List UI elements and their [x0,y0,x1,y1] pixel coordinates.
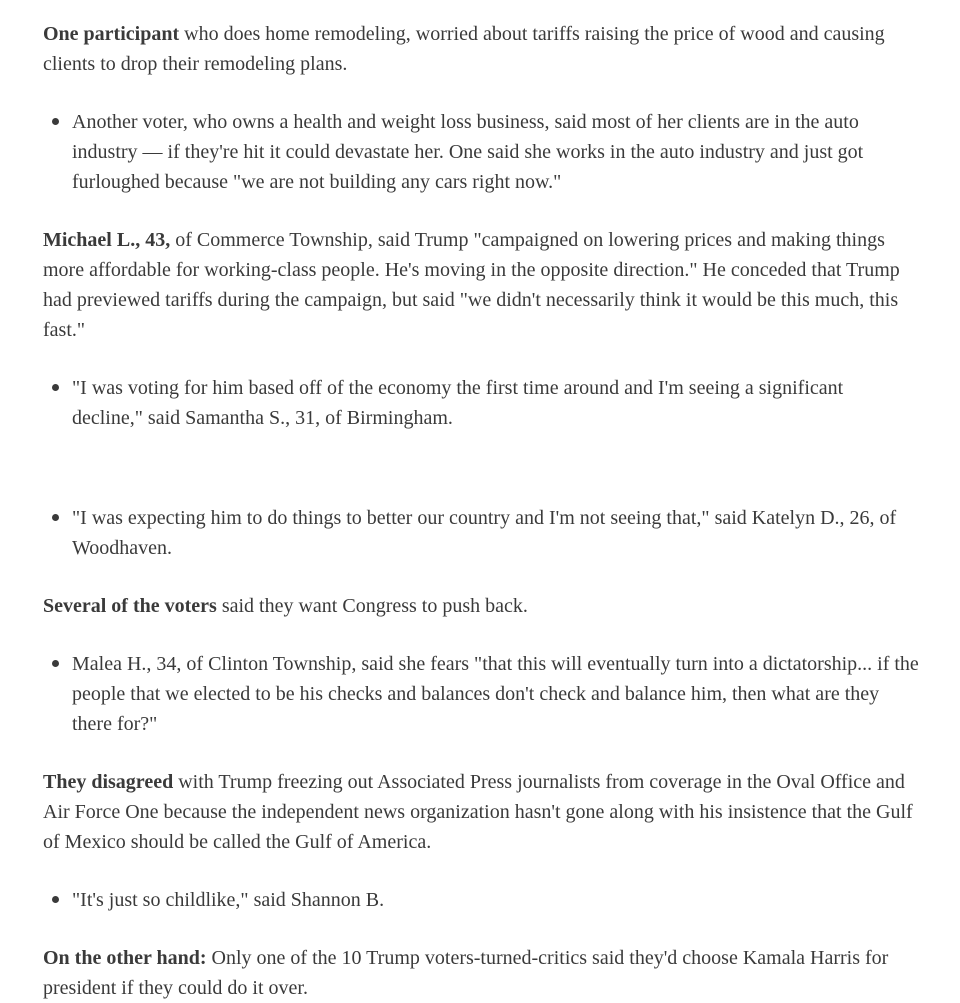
paragraph [43,767,919,857]
bullet-icon [52,896,59,903]
bullet-list [43,503,919,563]
bullet-icon [52,384,59,391]
bullet-item [43,885,919,915]
bullet-item [43,107,919,197]
bullet-list [43,373,919,433]
paragraph [43,943,919,1003]
vertical-spacer [43,461,919,503]
paragraph-lead: One participant [43,23,180,45]
bullet-icon [52,514,59,521]
bullet-item [43,649,919,739]
bullet-text: Malea H., 34, of Clinton Township, said she fears "that this will eventually turn into a dictatorship... if the people that we elected to be his checks and balances don't check and balance him, then what are they there for?" [72,653,919,735]
paragraph-lead: They disagreed [43,771,174,793]
paragraph-lead: On the other hand: [43,947,207,969]
bullet-list [43,649,919,739]
paragraph-lead: Several of the voters [43,595,217,617]
bullet-item [43,373,919,433]
paragraph-text: who does home remodeling, worried about tariffs raising the price of wood and causing clients to drop their remodeling plans. [43,23,885,75]
bullet-text: Another voter, who owns a health and weight loss business, said most of her clients are in the auto industry — if they're hit it could devastate her. One said she works in the auto industry and just got furloughed because "we are not building any cars right now." [72,111,864,193]
paragraph [43,19,919,79]
paragraph-lead: Michael L., 43, [43,229,171,251]
bullet-text: "It's just so childlike," said Shannon B. [72,889,385,911]
bullet-list [43,107,919,197]
bullet-text: "I was expecting him to do things to better our country and I'm not seeing that," said Katelyn D., 26, of Woodhaven. [72,507,897,559]
paragraph-text: of Commerce Township, said Trump "campaigned on lowering prices and making things more affordable for working-class people. He's moving in the opposite direction." He conceded that Trump had previewed tariffs during the campaign, but said "we didn't necessarily think it would be this much, this fast." [43,229,900,341]
paragraph-text: with Trump freezing out Associated Press journalists from coverage in the Oval Office and Air Force One because the independent news organization hasn't gone along with his insistence that the Gulf of Mexico should be called the Gulf of America. [43,771,913,853]
paragraph [43,591,919,621]
bullet-icon [52,660,59,667]
bullet-list [43,885,919,915]
bullet-text: "I was voting for him based off of the economy the first time around and I'm seeing a significant decline," said Samantha S., 31, of Birmingham. [72,377,844,429]
bullet-icon [52,118,59,125]
bullet-item [43,503,919,563]
paragraph-text: Only one of the 10 Trump voters-turned-critics said they'd choose Kamala Harris for president if they could do it over. [43,947,889,999]
paragraph [43,225,919,345]
paragraph-text: said they want Congress to push back. [216,595,528,617]
